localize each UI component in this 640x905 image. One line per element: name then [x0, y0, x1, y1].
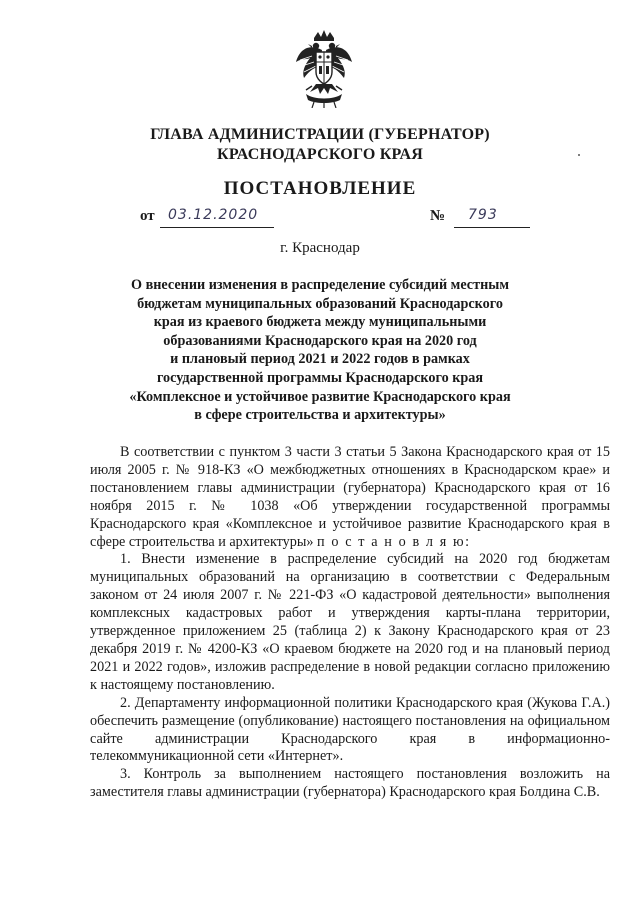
- authority-line-2: КРАСНОДАРСКОГО КРАЯ: [217, 146, 423, 163]
- subject-line: «Комплексное и устойчивое развитие Краснодарского края: [129, 388, 511, 405]
- number-label: №: [430, 208, 446, 224]
- date-value: 03.12.2020: [168, 207, 259, 223]
- item-3-paragraph: 3. Контроль за выполнением настоящего постановления возложить на заместителя главы администрации (губернатора) Краснодарского края Болдина С.В.: [90, 766, 610, 801]
- coat-of-arms-icon: [292, 28, 356, 108]
- subject-line: в сфере строительства и архитектуры»: [194, 407, 446, 424]
- subject-line: государственной программы Краснодарского края: [156, 369, 484, 386]
- subject-line: образованиями Краснодарского края на 2020 год: [163, 332, 477, 349]
- scan-speck: [578, 154, 580, 156]
- subject-line: О внесении изменения в распределение субсидий местным: [131, 277, 509, 293]
- authority-line-1: ГЛАВА АДМИНИСТРАЦИИ (ГУБЕРНАТОР): [150, 126, 490, 143]
- decree-word: п о с т а н о в л я ю:: [317, 533, 471, 550]
- city-label: г. Краснодар: [280, 240, 360, 256]
- subject-line: края из краевого бюджета между муниципальными: [153, 314, 487, 331]
- date-label: от: [140, 208, 155, 224]
- subject-line: бюджетам муниципальных образований Краснодарского: [137, 295, 503, 312]
- item-2-paragraph: 2. Департаменту информационной политики Краснодарского края (Жукова Г.А.) обеспечить размещение (опубликование) настоящего постановления на официальном сайте администрации Краснодарского края в информационно-телекоммуникационной сети «Интернет».: [90, 694, 610, 765]
- preamble-paragraph: [90, 444, 610, 551]
- document-body: [90, 444, 610, 802]
- document-title: ПОСТАНОВЛЕНИЕ: [223, 178, 417, 199]
- number-value: 793: [468, 207, 498, 223]
- preamble-text: В соответствии с пунктом 3 части 3 статьи 5 Закона Краснодарского края от 15 июля 2005 г. № 918-КЗ «О межбюджетных отношениях в Краснодарском крае» и постановлением главы администрации (губернатора) Краснодарского края от 16 ноября 2015 г. № 1038 «Об утверждении государственной программы Краснодарского края «Комплексное и устойчивое развитие Краснодарского края в сфере строительства и архитектуры»: [90, 444, 610, 550]
- document-subject: [110, 276, 530, 425]
- item-1-paragraph: 1. Внести изменение в распределение субсидий на 2020 год бюджетам муниципальных образований на организацию в соответствии с Федеральным законом от 24 июля 2007 г. № 221-ФЗ «О кадастровой деятельности» выполнения комплексных кадастровых работ и утверждения карты-плана территории, утвержденное приложением 25 (таблица 2) к Закону Краснодарского края от 23 декабря 2019 г. № 4200-КЗ «О краевом бюджете на 2020 год и на плановый период 2021 и 2022 годов», изложив распределение в новой редакции согласно приложению к настоящему постановлению.: [90, 551, 610, 693]
- subject-line: и плановый период 2021 и 2022 годов в рамках: [170, 351, 470, 368]
